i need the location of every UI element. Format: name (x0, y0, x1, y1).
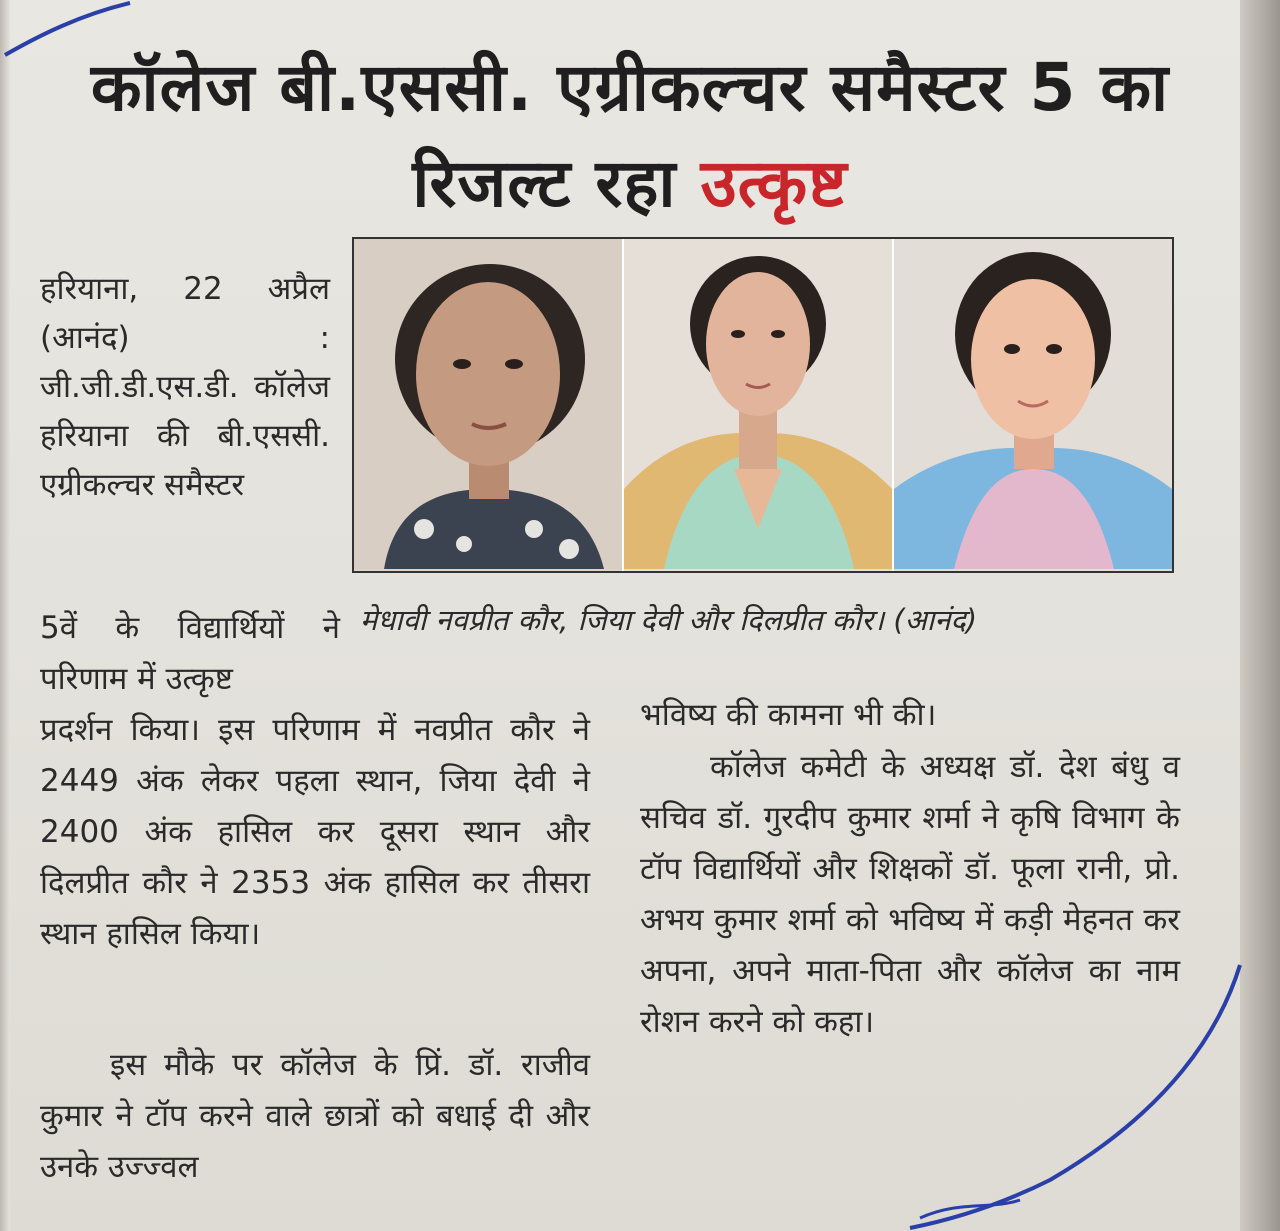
article-intro: हरियाना, 22 अप्रैल (आनंद) : जी.जी.डी.एस.डी. कॉलेज हरियाना की बी.एससी. एग्रीकल्चर समैस्टर (40, 271, 330, 503)
headline-accent: उत्कृष्ट (700, 145, 848, 222)
student-photo-1 (354, 239, 622, 571)
photo-caption: मेधावी नवप्रीत कौर, जिया देवी और दिलप्रीत कौर। (आनंद) (360, 603, 978, 637)
photo-strip (352, 237, 1174, 573)
student-photo-3 (892, 239, 1172, 571)
headline (30, 40, 1230, 232)
article-col1-para2: इस मौके पर कॉलेज के प्रिं. डॉ. राजीव कुमार ने टॉप करने वाले छात्रों को बधाई दी और उनके उज्ज्वल (40, 1047, 590, 1185)
article-col1-continued: 5वें के विद्यार्थियों ने परिणाम में उत्कृष्ट (40, 610, 340, 697)
student-portrait-3-icon (894, 239, 1172, 569)
student-photo-2 (622, 239, 892, 571)
headline-main: कॉलेज बी.एससी. एग्रीकल्चर समैस्टर 5 का रिजल्ट रहा (90, 49, 1170, 222)
paper-edge-left (0, 0, 10, 1231)
article-col1-para1: प्रदर्शन किया। इस परिणाम में नवप्रीत कौर ने 2449 अंक लेकर पहला स्थान, जिया देवी ने 2400 अंक हासिल कर दूसरा स्थान और दिलप्रीत कौर ने 2353 अंक हासिल कर तीसरा स्थान हासिल किया। (40, 712, 590, 952)
article-col2-para1: भविष्य की कामना भी की। (640, 697, 937, 733)
student-portrait-1-icon (354, 239, 622, 569)
article-col2-para2: कॉलेज कमेटी के अध्यक्ष डॉ. देश बंधु व सचिव डॉ. गुरदीप कुमार शर्मा ने कृषि विभाग के टॉप विद्यार्थियों और शिक्षकों डॉ. फूला रानी, प्रो. अभय कुमार शर्मा को भविष्य में कड़ी मेहनत कर अपना, अपने माता-पिता और कॉलेज का नाम रोशन करने को कहा। (640, 749, 1180, 1040)
student-portrait-2-icon (624, 239, 892, 569)
paper-edge-right (1240, 0, 1280, 1231)
